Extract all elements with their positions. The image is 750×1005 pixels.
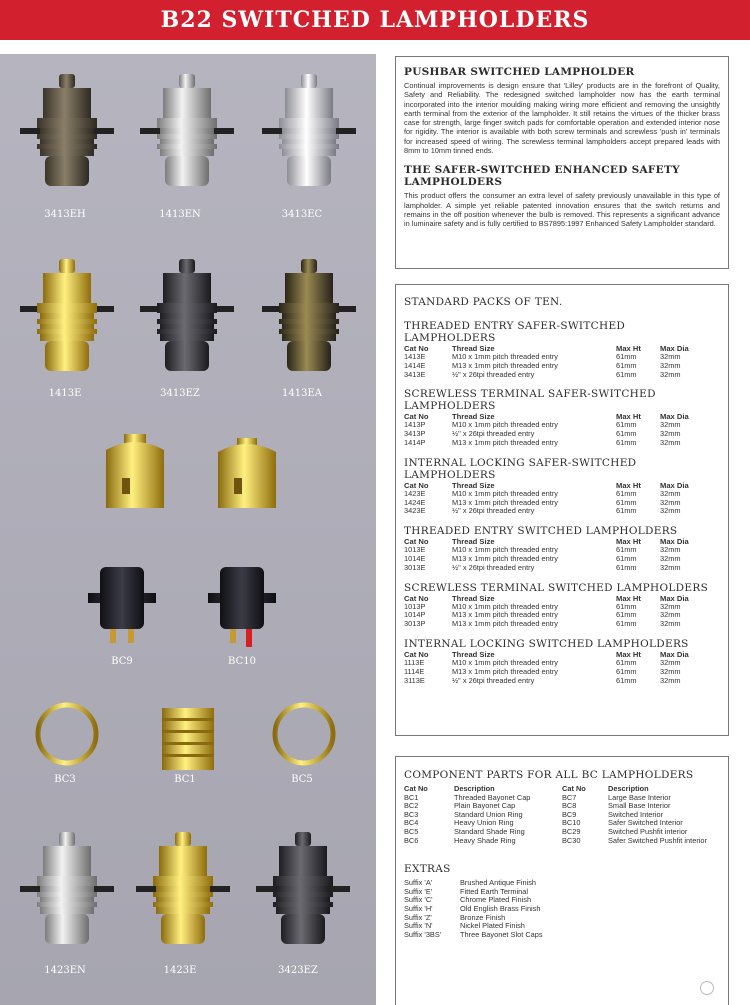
table-row — [404, 439, 720, 448]
extra-suffix: Suffix 'E' — [404, 886, 433, 896]
extra-suffix: Suffix 'N' — [404, 921, 433, 931]
ring-BC5 — [275, 705, 333, 763]
max-dia: 32mm — [660, 619, 681, 629]
product-code: 1413EA — [282, 388, 322, 399]
extras-table — [404, 879, 720, 939]
thread-size: M10 x 1mm pitch threaded entry — [452, 488, 558, 498]
extra-finish: Fitted Earth Terminal — [460, 886, 529, 896]
pack-section-title: SCREWLESS TERMINAL SWITCHED LAMPHOLDERS — [404, 581, 709, 594]
extra-suffix: Suffix 'H' — [404, 903, 433, 913]
max-ht: 61mm — [616, 619, 637, 629]
max-dia: 32mm — [660, 497, 681, 507]
max-ht: 61mm — [616, 420, 637, 430]
pack-section-title: INTERNAL LOCKING SAFER-SWITCHED LAMPHOLDERS — [404, 456, 637, 481]
extra-finish: Chrome Plated Finish — [460, 895, 532, 905]
thread-size: ½" x 26tpi threaded entry — [452, 675, 535, 685]
product-illustrations — [0, 54, 376, 1005]
safer-switched-description: This product offers the consumer an extra level of safety previously unavailable in this type of lampholder. A simple yet reliable patented innovation ensures that the switch returns and remains in the off position whenever the bulb is removed. This represents a significant advance in luminaire safety and is fully certified to BS7895:1997 Enhanced Safety Lampholder standard. — [404, 191, 720, 229]
pack-table — [404, 537, 720, 572]
extra-finish: Brushed Antique Finish — [460, 878, 537, 888]
component-description: Heavy Shade Ring — [454, 835, 516, 845]
max-dia: 32mm — [660, 545, 681, 555]
cap-brass-plain — [218, 438, 276, 508]
component-cat-no: BC29 — [562, 826, 581, 836]
product-code: 3413EC — [281, 209, 323, 220]
thread-size: ½" x 26tpi threaded entry — [452, 562, 535, 572]
component-description: Safer Switched Pushfit interior — [608, 835, 707, 845]
col-thread: Thread Size — [452, 649, 495, 659]
component-cat-no: BC5 — [404, 826, 419, 836]
pack-section — [404, 457, 720, 516]
component-description: Large Base Interior — [608, 792, 671, 802]
component-description: Plain Bayonet Cap — [454, 801, 516, 811]
max-ht: 61mm — [616, 553, 637, 563]
product-code: BC3 — [54, 774, 76, 785]
max-dia: 32mm — [660, 562, 681, 572]
pack-section — [404, 638, 720, 685]
extra-finish: Bronze Finish — [460, 912, 506, 922]
max-dia: 32mm — [660, 369, 681, 379]
max-dia: 32mm — [660, 429, 681, 439]
max-dia: 32mm — [660, 488, 681, 498]
component-description: Safer Switched Interior — [608, 818, 683, 828]
extra-finish: Nickel Plated Finish — [460, 921, 525, 931]
max-dia: 32mm — [660, 352, 681, 361]
lampholder-3413EC — [262, 74, 356, 186]
max-dia: 32mm — [660, 437, 681, 447]
col-thread: Thread Size — [452, 480, 495, 490]
cat-no: 1413E — [404, 352, 426, 361]
extra-suffix: Suffix 'C' — [404, 895, 433, 905]
component-description: Heavy Union Ring — [454, 818, 514, 828]
cat-no: 1413P — [404, 420, 426, 430]
max-ht: 61mm — [616, 488, 637, 498]
thread-size: M10 x 1mm pitch threaded entry — [452, 601, 558, 611]
cat-no: 1424E — [404, 497, 426, 507]
ring-BC3 — [38, 705, 96, 763]
component-cat-no: BC8 — [562, 801, 577, 811]
max-ht: 61mm — [616, 506, 637, 516]
thread-size: M13 x 1mm pitch threaded entry — [452, 610, 558, 620]
col-cat: Cat No — [404, 344, 429, 353]
product-code: BC5 — [291, 774, 313, 785]
thread-size: M10 x 1mm pitch threaded entry — [452, 420, 558, 430]
product-photo-panel — [0, 54, 376, 1005]
component-cat-no: BC6 — [404, 835, 419, 845]
thread-size: M10 x 1mm pitch threaded entry — [452, 657, 558, 667]
component-description: Small Base Interior — [608, 801, 671, 811]
component-cat-no: BC30 — [562, 835, 581, 845]
col-dia: Max Dia — [660, 480, 689, 490]
lampholder-3413EH — [20, 74, 114, 186]
col-cat-no: Cat No — [404, 784, 428, 793]
max-dia: 32mm — [660, 610, 681, 620]
col-cat: Cat No — [404, 537, 429, 547]
lampholder-1413E — [20, 259, 114, 371]
thread-size: M13 x 1mm pitch threaded entry — [452, 437, 558, 447]
col-description: Description — [608, 784, 649, 793]
extras-heading: EXTRAS — [404, 863, 451, 876]
max-ht: 61mm — [616, 657, 637, 667]
pack-table — [404, 344, 720, 379]
thread-size: M13 x 1mm pitch threaded entry — [452, 497, 558, 507]
max-ht: 61mm — [616, 360, 637, 370]
lampholder-3423EZ — [256, 832, 350, 944]
max-ht: 61mm — [616, 437, 637, 447]
table-row — [404, 677, 720, 686]
product-code: 1423E — [163, 965, 197, 976]
pack-section-title: SCREWLESS TERMINAL SAFER-SWITCHED LAMPHOLDERS — [404, 388, 656, 413]
col-ht: Max Ht — [616, 593, 641, 603]
max-dia: 32mm — [660, 506, 681, 516]
component-description: Standard Union Ring — [454, 809, 523, 819]
cat-no: 1013P — [404, 601, 426, 611]
col-dia: Max Dia — [660, 344, 689, 353]
pack-table — [404, 412, 720, 447]
max-dia: 32mm — [660, 601, 681, 611]
col-ht: Max Ht — [616, 480, 641, 490]
title-banner — [0, 0, 750, 40]
max-dia: 32mm — [660, 657, 681, 667]
col-description: Description — [454, 784, 495, 793]
max-dia: 32mm — [660, 553, 681, 563]
pack-section — [404, 582, 720, 629]
thread-size: ½" x 26tpi threaded entry — [452, 506, 535, 516]
thread-size: ½" x 26tpi threaded entry — [452, 369, 535, 379]
max-ht: 61mm — [616, 545, 637, 555]
pack-section-title: THREADED ENTRY SWITCHED LAMPHOLDERS — [404, 525, 678, 538]
max-ht: 61mm — [616, 429, 637, 439]
lampholder-1423EN — [20, 832, 114, 944]
max-ht: 61mm — [616, 497, 637, 507]
intro-box — [395, 56, 729, 269]
pack-section — [404, 525, 720, 572]
cat-no: 3013E — [404, 562, 426, 572]
extra-suffix: Suffix 'A' — [404, 878, 433, 888]
safer-switched-heading: THE SAFER-SWITCHED ENHANCED SAFETY LAMPHOLDERS — [404, 164, 680, 189]
max-ht: 61mm — [616, 666, 637, 676]
cat-no: 1114E — [404, 666, 425, 676]
component-description: Standard Shade Ring — [454, 826, 525, 836]
max-ht: 61mm — [616, 352, 637, 361]
cat-no: 1013E — [404, 545, 426, 555]
col-thread: Thread Size — [452, 412, 495, 422]
max-ht: 61mm — [616, 369, 637, 379]
cat-no: 1014P — [404, 610, 426, 620]
cat-no: 3413P — [404, 429, 426, 439]
pushbar-description: Continual improvements is design ensure that 'Lilley' products are in the forefront of Quality, Safety and Reliability. The redesigned switched lampholder now has the earth terminal incorporated into the interior moulding making wiring more efficient and removing the unsightly earth terminal from the exterior of the lampholder. It still retains the virtues of the thicker brass case for strength, large finger switch pads for comfortable operation and extended interior nose for rigidity. The interior is available with both screw terminals and screwless 'push in' terminals for increased speed of wiring. The screwless terminal lampholders accept prepared leads with 8mm to 10mm tinned ends. — [404, 81, 720, 156]
col-cat: Cat No — [404, 593, 429, 603]
pack-section — [404, 388, 720, 447]
extra-finish: Old English Brass Finish — [460, 903, 541, 913]
component-cat-no: BC4 — [404, 818, 419, 828]
max-dia: 32mm — [660, 675, 681, 685]
pack-table — [404, 650, 720, 685]
standard-packs-box — [395, 284, 729, 736]
col-ht: Max Ht — [616, 649, 641, 659]
col-dia: Max Dia — [660, 593, 689, 603]
pack-table — [404, 594, 720, 629]
ring-BC1 — [162, 708, 214, 770]
product-code: 1413E — [48, 388, 82, 399]
component-cat-no: BC9 — [562, 809, 577, 819]
col-dia: Max Dia — [660, 412, 689, 422]
components-heading: COMPONENT PARTS FOR ALL BC LAMPHOLDERS — [404, 769, 694, 781]
extra-finish: Three Bayonet Slot Caps — [460, 929, 543, 939]
max-ht: 61mm — [616, 562, 637, 572]
product-code: 3413EH — [44, 209, 86, 220]
interior-BC9 — [88, 567, 156, 643]
components-table — [404, 785, 720, 845]
cat-no: 1414P — [404, 437, 426, 447]
page-title: B22 SWITCHED LAMPHOLDERS — [160, 7, 590, 33]
max-dia: 32mm — [660, 360, 681, 370]
max-ht: 61mm — [616, 601, 637, 611]
max-dia: 32mm — [660, 666, 681, 676]
thread-size: M13 x 1mm pitch threaded entry — [452, 619, 558, 629]
cat-no: 1014E — [404, 553, 426, 563]
thread-size: M10 x 1mm pitch threaded entry — [452, 352, 558, 361]
cat-no: 3113E — [404, 675, 425, 685]
table-row — [404, 507, 720, 516]
col-ht: Max Ht — [616, 537, 641, 547]
components-box — [395, 756, 729, 1005]
lampholder-1413EN — [140, 74, 234, 186]
col-cat: Cat No — [404, 480, 429, 490]
extra-suffix: Suffix 'Z' — [404, 912, 432, 922]
thread-size: M13 x 1mm pitch threaded entry — [452, 553, 558, 563]
pushbar-heading: PUSHBAR SWITCHED LAMPHOLDER — [404, 66, 635, 78]
component-cat-no: BC7 — [562, 792, 577, 802]
cap-brass-threaded — [106, 434, 164, 508]
cat-no: 1113E — [404, 657, 425, 667]
col-cat: Cat No — [404, 649, 429, 659]
cat-no: 3413E — [404, 369, 426, 379]
product-code: 3413EZ — [160, 388, 200, 399]
col-ht: Max Ht — [616, 344, 641, 353]
component-cat-no: BC2 — [404, 801, 419, 811]
col-cat: Cat No — [404, 412, 429, 422]
cat-no: 3423E — [404, 506, 426, 516]
thread-size: M13 x 1mm pitch threaded entry — [452, 360, 558, 370]
pack-section-title: THREADED ENTRY SAFER-SWITCHED LAMPHOLDERS — [404, 320, 626, 344]
packs-sections — [404, 320, 720, 685]
lampholder-3413EZ — [140, 259, 234, 371]
col-cat-no: Cat No — [562, 784, 586, 793]
lampholder-1423E — [136, 832, 230, 944]
component-description: Switched Pushfit interior — [608, 826, 688, 836]
product-code: 1423EN — [44, 965, 86, 976]
interior-BC10 — [208, 567, 276, 647]
product-code: 3423EZ — [278, 965, 318, 976]
thread-size: ½" x 26tpi threaded entry — [452, 429, 535, 439]
pack-table — [404, 481, 720, 516]
cat-no: 1414E — [404, 360, 426, 370]
registration-mark-icon — [700, 981, 714, 995]
thread-size: M10 x 1mm pitch threaded entry — [452, 545, 558, 555]
max-dia: 32mm — [660, 420, 681, 430]
table-row — [404, 620, 720, 629]
thread-size: M13 x 1mm pitch threaded entry — [452, 666, 558, 676]
product-code: BC9 — [111, 656, 133, 667]
col-ht: Max Ht — [616, 412, 641, 422]
product-code: 1413EN — [159, 209, 201, 220]
product-code: BC1 — [174, 774, 196, 785]
col-thread: Thread Size — [452, 593, 495, 603]
col-dia: Max Dia — [660, 649, 689, 659]
cat-no: 1423E — [404, 488, 426, 498]
product-code: BC10 — [228, 656, 256, 667]
component-description: Switched Interior — [608, 809, 664, 819]
component-description: Threaded Bayonet Cap — [454, 792, 531, 802]
standard-packs-heading: STANDARD PACKS OF TEN. — [404, 296, 563, 308]
pack-section — [404, 320, 720, 379]
extra-suffix: Suffix '3BS' — [404, 929, 442, 939]
component-cat-no: BC3 — [404, 809, 419, 819]
col-dia: Max Dia — [660, 537, 689, 547]
lampholder-1413EA — [262, 259, 356, 371]
table-row — [404, 564, 720, 573]
col-thread: Thread Size — [452, 537, 495, 547]
max-ht: 61mm — [616, 675, 637, 685]
max-ht: 61mm — [616, 610, 637, 620]
cat-no: 3013P — [404, 619, 426, 629]
pack-section-title: INTERNAL LOCKING SWITCHED LAMPHOLDERS — [404, 637, 689, 650]
table-row — [404, 371, 720, 380]
component-cat-no: BC10 — [562, 818, 581, 828]
col-thread: Thread Size — [452, 344, 495, 353]
component-cat-no: BC1 — [404, 792, 419, 802]
